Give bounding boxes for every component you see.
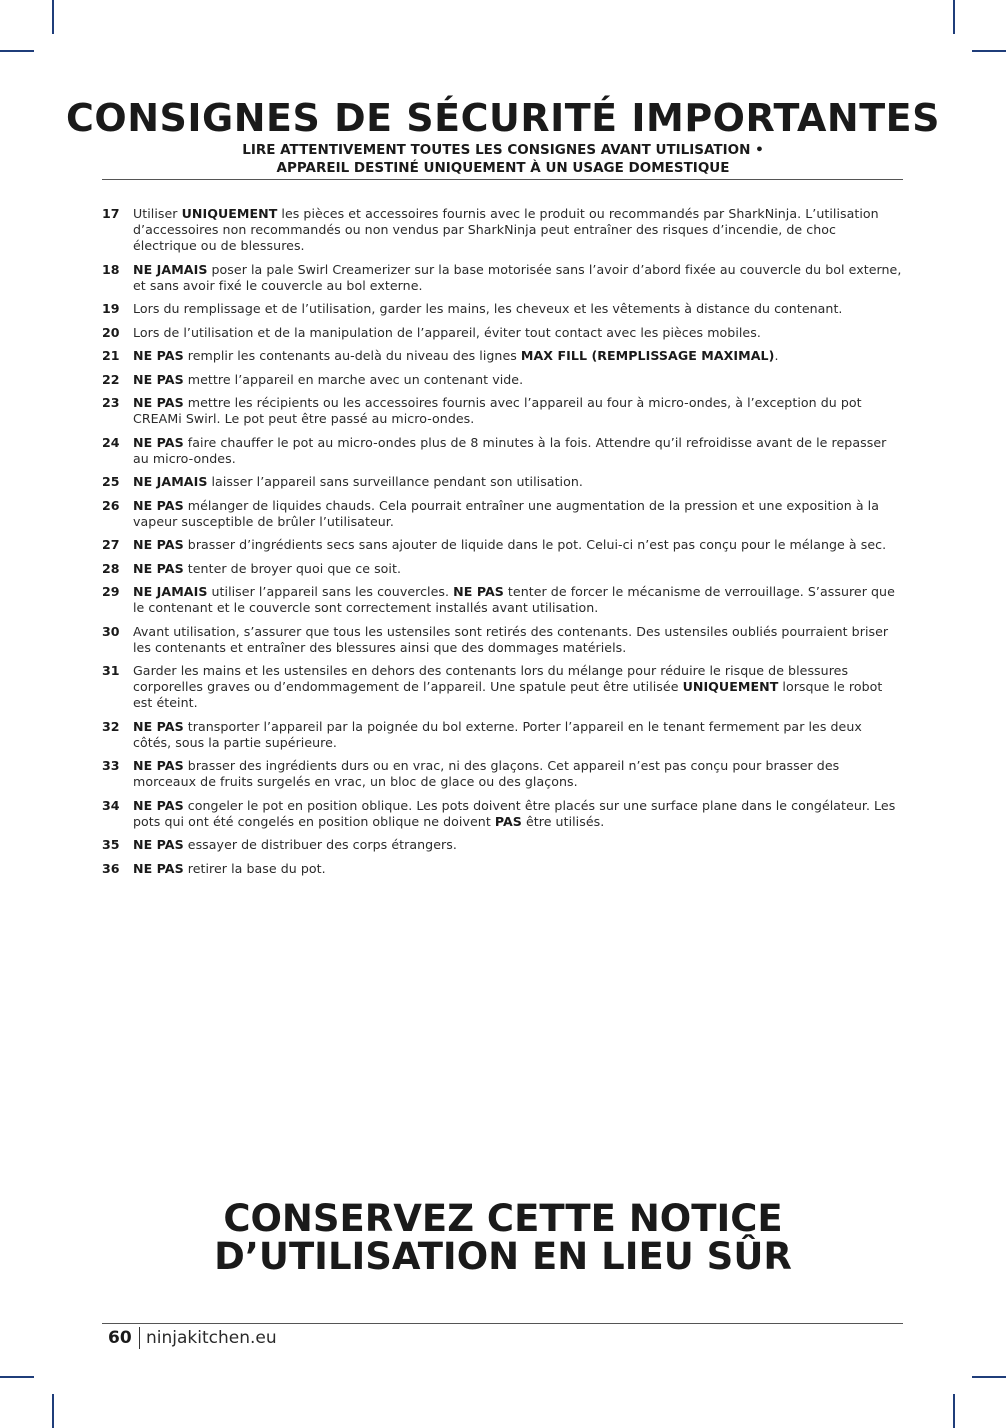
instruction-text — [133, 798, 902, 830]
instruction-text — [133, 758, 902, 790]
instruction-text-segment: lorsque le robot est éteint. — [133, 679, 883, 710]
instruction-item-33 — [102, 758, 902, 790]
emphasis-text: UNIQUEMENT — [181, 206, 278, 221]
emphasis-text: NE PAS — [453, 584, 504, 599]
emphasis-text: NE PAS — [133, 797, 184, 813]
emphasis-text: NE PAS — [133, 434, 184, 450]
crop-mark-top-right-vertical — [953, 0, 955, 34]
instruction-item-27 — [102, 537, 902, 553]
instruction-text-segment: Garder les mains et les ustensiles en dehors des contenants lors du mélange pour réduire le risque de blessures corporelles graves ou d’endommagement de l’appareil. Une spatule peut être utilisée — [133, 663, 849, 694]
emphasis-text: NE PAS — [133, 371, 184, 387]
instruction-text — [133, 663, 902, 711]
emphasis-text: UNIQUEMENT — [682, 679, 779, 694]
instruction-number: 22 — [102, 371, 120, 387]
emphasis-text: NE JAMAIS — [133, 584, 208, 599]
crop-mark-bottom-left-horizontal — [0, 1376, 34, 1378]
instruction-text — [133, 861, 902, 877]
instruction-number: 20 — [102, 324, 120, 340]
emphasis-text: NE PAS — [133, 497, 184, 513]
instruction-text-segment: tenter de broyer quoi que ce soit. — [183, 560, 402, 576]
instruction-text-segment: mélanger de liquides chauds. Cela pourrait entraîner une augmentation de la pression et une exposition à la vapeur susceptible de brûler l’utilisateur. — [133, 497, 879, 529]
instruction-text-segment: Utiliser — [133, 206, 182, 221]
instruction-text-segment: remplir les contenants au-delà du niveau des lignes — [183, 348, 521, 363]
instruction-text-segment: . — [774, 348, 779, 363]
instruction-text — [133, 498, 902, 530]
instruction-text — [133, 206, 902, 254]
instruction-text-segment: poser la pale Swirl Creamerizer sur la base motorisée sans l’avoir d’abord fixée au couvercle du bol externe, et sans avoir fixé le couvercle au bol externe. — [133, 261, 902, 293]
instruction-number: 35 — [102, 837, 120, 852]
instruction-item-19 — [102, 301, 902, 317]
emphasis-text: MAX FILL (REMPLISSAGE MAXIMAL) — [520, 348, 775, 363]
instruction-number: 24 — [102, 434, 120, 450]
instruction-text — [133, 837, 902, 853]
instruction-text-segment: les pièces et accessoires fournis avec le produit ou recommandés par SharkNinja. L’utilisation d’accessoires non recommandés ou non vendus par SharkNinja peut entraîner des risques d’incendie, de choc électrique ou de blessures. — [133, 206, 879, 253]
instruction-item-26 — [102, 498, 902, 530]
instruction-number: 27 — [102, 537, 120, 552]
instruction-number: 18 — [102, 261, 120, 277]
instruction-item-36 — [102, 861, 902, 877]
instruction-number: 29 — [102, 584, 120, 599]
emphasis-text: NE PAS — [133, 560, 184, 576]
instruction-text — [133, 325, 902, 341]
instruction-number: 36 — [102, 860, 120, 876]
website-link[interactable]: ninjakitchen.eu — [146, 1328, 277, 1348]
instruction-text-segment: Lors de l’utilisation et de la manipulation de l’appareil, éviter tout contact avec les pièces mobiles. — [133, 324, 761, 340]
crop-mark-bottom-left-vertical — [52, 1394, 54, 1428]
instruction-number: 28 — [102, 560, 120, 576]
instruction-text — [133, 372, 902, 388]
instruction-text — [133, 561, 902, 577]
instruction-text — [133, 474, 902, 490]
closing-line-2: D’UTILISATION EN LIEU SÛR — [214, 1235, 792, 1278]
instruction-item-25 — [102, 474, 902, 490]
instruction-item-24 — [102, 435, 902, 467]
instruction-text-segment: tenter de forcer le mécanisme de verrouillage. S’assurer que le contenant et le couvercle sont correctement installés avant utilisation. — [133, 584, 895, 615]
instruction-number: 31 — [102, 663, 120, 678]
instruction-item-29 — [102, 584, 902, 616]
instruction-text — [133, 584, 902, 616]
instruction-text — [133, 301, 902, 317]
closing-line-1: CONSERVEZ CETTE NOTICE — [223, 1197, 783, 1240]
instruction-item-34 — [102, 798, 902, 830]
instruction-text — [133, 537, 902, 553]
emphasis-text: NE PAS — [133, 758, 184, 773]
emphasis-text: NE PAS — [133, 395, 184, 410]
footer-separator — [139, 1327, 140, 1349]
instruction-text-segment: Lors du remplissage et de l’utilisation, garder les mains, les cheveux et les vêtements à distance du contenant. — [133, 301, 843, 316]
instruction-number: 32 — [102, 718, 120, 734]
emphasis-text: NE PAS — [133, 860, 184, 876]
instruction-item-28 — [102, 561, 902, 577]
instruction-text-segment: mettre l’appareil en marche avec un contenant vide. — [183, 371, 524, 387]
crop-mark-top-right-horizontal — [972, 50, 1006, 52]
safety-instruction-list — [102, 206, 902, 884]
instruction-text-segment: Avant utilisation, s’assurer que tous les ustensiles sont retirés des contenants. Des ustensiles oubliés pourraient briser les contenants et entraîner des blessures ainsi que des dommages matériels. — [133, 623, 889, 655]
instruction-text-segment: brasser des ingrédients durs ou en vrac, ni des glaçons. Cet appareil n’est pas conçu pour brasser des morceaux de fruits surgelés en vrac, un bloc de glace ou des glaçons. — [133, 758, 840, 789]
instruction-text-segment: utiliser l’appareil sans les couvercles. — [207, 584, 454, 599]
instruction-item-22 — [102, 372, 902, 388]
instruction-text-segment: retirer la base du pot. — [183, 860, 326, 876]
emphasis-text: NE JAMAIS — [133, 261, 208, 277]
instruction-number: 33 — [102, 758, 120, 773]
instruction-number: 25 — [102, 474, 120, 489]
page-title: CONSIGNES DE SÉCURITÉ IMPORTANTES — [66, 96, 940, 140]
instruction-text — [133, 262, 902, 294]
instruction-text-segment: brasser d’ingrédients secs sans ajouter de liquide dans le pot. Celui-ci n’est pas conçu pour le mélange à sec. — [183, 537, 887, 552]
instruction-item-32 — [102, 719, 902, 751]
crop-mark-bottom-right-vertical — [953, 1394, 955, 1428]
instruction-number: 17 — [102, 206, 120, 221]
crop-mark-top-left-horizontal — [0, 50, 34, 52]
subtitle-line-1: LIRE ATTENTIVEMENT TOUTES LES CONSIGNES AVANT UTILISATION • — [242, 142, 764, 158]
crop-mark-top-left-vertical — [52, 0, 54, 34]
instruction-text-segment: essayer de distribuer des corps étrangers. — [183, 837, 457, 852]
instruction-item-20 — [102, 325, 902, 341]
instruction-item-35 — [102, 837, 902, 853]
footer-divider — [102, 1323, 903, 1324]
emphasis-text: NE PAS — [133, 537, 184, 552]
instruction-item-30 — [102, 624, 902, 656]
instruction-text — [133, 435, 902, 467]
instruction-text — [133, 348, 902, 364]
emphasis-text: NE JAMAIS — [133, 474, 208, 489]
instruction-text-segment: faire chauffer le pot au micro-ondes plus de 8 minutes à la fois. Attendre qu’il refroidisse avant de le repasser au micro-ondes. — [133, 434, 887, 466]
instruction-text — [133, 395, 902, 427]
instruction-text-segment: mettre les récipients ou les accessoires fournis avec l’appareil au four à micro-ondes, à l’exception du pot CREAMi Swirl. Le pot peut être passé au micro-ondes. — [133, 395, 862, 426]
emphasis-text: NE PAS — [133, 718, 184, 734]
instruction-item-31 — [102, 663, 902, 711]
instruction-text-segment: laisser l’appareil sans surveillance pendant son utilisation. — [207, 474, 583, 489]
instruction-text — [133, 624, 902, 656]
instruction-item-18 — [102, 262, 902, 294]
instruction-number: 34 — [102, 797, 120, 813]
subtitle-line-2: APPAREIL DESTINÉ UNIQUEMENT À UN USAGE DOMESTIQUE — [276, 160, 730, 176]
instruction-text-segment: être utilisés. — [521, 813, 605, 829]
instruction-item-17 — [102, 206, 902, 254]
instruction-text-segment: transporter l’appareil par la poignée du bol externe. Porter l’appareil en le tenant fermement par les deux côtés, sous la partie supérieure. — [133, 718, 862, 750]
emphasis-text: NE PAS — [133, 348, 184, 363]
instruction-number: 26 — [102, 497, 120, 513]
emphasis-text: NE PAS — [133, 837, 184, 852]
instruction-item-21 — [102, 348, 902, 364]
instruction-number: 30 — [102, 623, 120, 639]
emphasis-text: PAS — [494, 813, 522, 829]
instruction-text — [133, 719, 902, 751]
page-number: 60 — [108, 1328, 132, 1348]
header-divider — [102, 179, 903, 180]
instruction-text-segment: congeler le pot en position oblique. Les pots doivent être placés sur une surface plane dans le congélateur. Les pots qui ont été congelés en position oblique ne doivent — [133, 797, 896, 829]
instruction-number: 23 — [102, 395, 120, 410]
instruction-number: 19 — [102, 301, 120, 316]
crop-mark-bottom-right-horizontal — [972, 1376, 1006, 1378]
instruction-item-23 — [102, 395, 902, 427]
page-subtitle — [0, 141, 1006, 177]
instruction-number: 21 — [102, 348, 120, 363]
closing-notice — [0, 1197, 1006, 1278]
